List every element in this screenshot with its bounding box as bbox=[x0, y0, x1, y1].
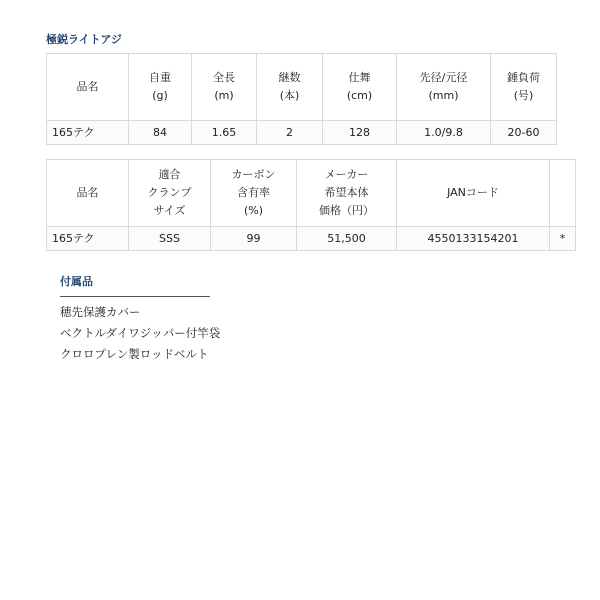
t2-h5 bbox=[550, 160, 576, 227]
t2-product-name: 165テク bbox=[47, 227, 129, 251]
spec-table-1 bbox=[46, 53, 557, 145]
header-line: JANコード bbox=[447, 186, 499, 199]
header-line: (cm) bbox=[346, 89, 373, 102]
t1-diameter: 1.0/9.8 bbox=[397, 121, 491, 145]
accessories-heading: 付属品 bbox=[60, 275, 93, 288]
accessories-list bbox=[60, 302, 220, 365]
header-line: 錘負荷 bbox=[507, 71, 540, 84]
t2-h0 bbox=[47, 160, 129, 227]
header-line: サイズ bbox=[153, 204, 186, 217]
header-line: 仕舞 bbox=[348, 71, 371, 84]
t1-h6 bbox=[491, 54, 557, 121]
list-item: ベクトルダイワジッパー付竿袋 bbox=[60, 326, 221, 340]
t2-h2 bbox=[211, 160, 297, 227]
t2-jan-code: 4550133154201 bbox=[397, 227, 550, 251]
header-line: 希望本体 bbox=[324, 186, 369, 199]
t1-product-name: 165テク bbox=[47, 121, 129, 145]
header-line: (本) bbox=[279, 89, 300, 102]
t1-h4 bbox=[323, 54, 397, 121]
t2-price: 51,500 bbox=[297, 227, 397, 251]
header-line: 継数 bbox=[278, 71, 301, 84]
header-line: クランプ bbox=[147, 186, 192, 199]
header-line: (号) bbox=[513, 89, 534, 102]
header-line: 含有率 bbox=[237, 186, 270, 199]
table-row bbox=[47, 121, 557, 145]
t2-carbon-content: 99 bbox=[211, 227, 297, 251]
t1-length: 1.65 bbox=[192, 121, 257, 145]
accessories-divider bbox=[60, 296, 210, 297]
t2-h1 bbox=[129, 160, 211, 227]
table2-header-row bbox=[47, 160, 576, 227]
header-line: (m) bbox=[214, 89, 234, 102]
header-line: 先径/元径 bbox=[419, 71, 468, 84]
t1-weight: 84 bbox=[129, 121, 192, 145]
t1-sinker-load: 20-60 bbox=[491, 121, 557, 145]
header-line: 適合 bbox=[158, 168, 181, 181]
table1-header-row bbox=[47, 54, 557, 121]
header-line: 品名 bbox=[76, 80, 99, 93]
t1-h3 bbox=[257, 54, 323, 121]
t2-h4 bbox=[397, 160, 550, 227]
spec-table-2 bbox=[46, 159, 576, 251]
t1-pieces: 2 bbox=[257, 121, 323, 145]
t1-h5 bbox=[397, 54, 491, 121]
list-item: 穂先保護カバー bbox=[60, 305, 141, 319]
t2-h3 bbox=[297, 160, 397, 227]
t1-h2 bbox=[192, 54, 257, 121]
t2-clamp-size: SSS bbox=[129, 227, 211, 251]
table-row bbox=[47, 227, 576, 251]
t1-h1 bbox=[129, 54, 192, 121]
header-line: カーボン bbox=[231, 168, 276, 181]
header-line: メーカー bbox=[324, 168, 369, 181]
header-line: (%) bbox=[243, 204, 264, 217]
header-line: 価格（円） bbox=[319, 204, 374, 217]
t2-note-mark: * bbox=[550, 227, 576, 251]
t1-closed-length: 128 bbox=[323, 121, 397, 145]
page-title: 極鋭ライトアジ bbox=[46, 33, 122, 46]
header-line: 自重 bbox=[149, 71, 171, 84]
list-item: クロロプレン製ロッドベルト bbox=[60, 347, 209, 361]
header-line: 全長 bbox=[213, 71, 235, 84]
header-line: (mm) bbox=[428, 89, 459, 102]
header-line: 品名 bbox=[76, 186, 99, 199]
header-line: (g) bbox=[152, 89, 168, 102]
t1-h0 bbox=[47, 54, 129, 121]
